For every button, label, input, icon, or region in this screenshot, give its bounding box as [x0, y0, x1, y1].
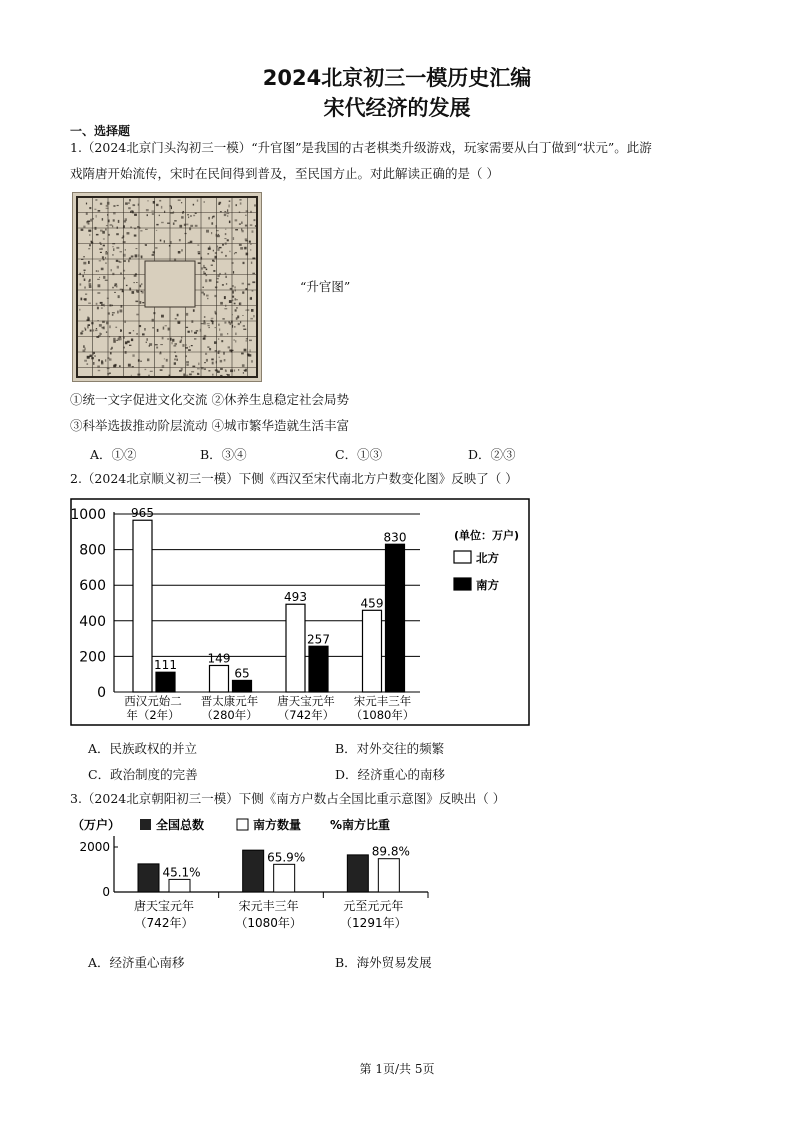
- section-heading: 一、选择题: [70, 124, 131, 138]
- chart1-ytick-label: 0: [97, 685, 106, 701]
- q2-option-a[interactable]: A．民族政权的并立: [88, 741, 198, 756]
- chart2-percent-label: 89.8%: [371, 844, 410, 859]
- chart2-ytick-label: 2000: [79, 840, 110, 854]
- chart2-category-label: 宋元丰三年: [238, 899, 299, 913]
- chart1-legend-label: 北方: [476, 551, 499, 565]
- chart2-bar: [347, 855, 368, 892]
- doc-subtitle: 宋代经济的发展: [323, 96, 471, 120]
- q2-option-d[interactable]: D．经济重心的南移: [335, 767, 446, 782]
- chart2-category-label: 唐天宝元年: [133, 899, 195, 913]
- chart1-bar: [363, 610, 382, 692]
- chart1-category-label: 晋太康元年: [200, 694, 259, 708]
- chart1-category-label: （280年）: [201, 708, 258, 722]
- q1-option-d[interactable]: D．②③: [468, 447, 516, 462]
- chart2-bar: [243, 850, 264, 892]
- chart2-bar: [274, 864, 295, 892]
- chart1-data-label: 965: [131, 506, 154, 521]
- chart1-bar: [233, 680, 252, 692]
- chart1-bar: [210, 665, 229, 692]
- chart1-data-label: 149: [207, 651, 231, 666]
- south-share-chart: [70, 814, 430, 936]
- page-footer: 第 1页/共 5页: [359, 1062, 435, 1076]
- chart1-ytick-label: 1000: [70, 507, 106, 523]
- q1-stem: [70, 135, 730, 187]
- chart1-bar: [156, 672, 175, 692]
- image-caption: “升官图”: [300, 279, 351, 294]
- chart1-data-label: 257: [307, 632, 330, 647]
- chart1-bar: [133, 520, 152, 692]
- chart1-unit-label: (单位：万户): [454, 529, 520, 542]
- chart2-unit-label: （万户）: [72, 818, 121, 832]
- chart1-category-label: （742年）: [277, 708, 335, 722]
- shengguantu-image: [72, 192, 262, 382]
- chart1-bar: [286, 604, 305, 692]
- chart1-ytick-label: 600: [79, 578, 106, 595]
- chart1-legend-swatch: [454, 578, 471, 590]
- chart2-percent-legend: %南方比重: [330, 818, 391, 832]
- q1-line1: 1.（2024北京门头沟初三一模）“升官图”是我国的古老棋类升级游戏，玩家需要从白丁做到“状元”。此游: [70, 140, 652, 155]
- q2-option-c[interactable]: C．政治制度的完善: [88, 767, 198, 782]
- chart1-data-label: 459: [360, 596, 384, 611]
- chart1-ytick-label: 800: [79, 542, 106, 559]
- chart2-legend-label: 全国总数: [156, 818, 205, 832]
- board-illustration: [73, 193, 261, 381]
- q3-stem: 3.（2024北京朝阳初三一模）下侧《南方户数占全国比重示意图》反映出（ ）: [70, 791, 506, 806]
- q2-stem: 2.（2024北京顺义初三一模）下侧《西汉至宋代南北方户数变化图》反映了（ ）: [70, 471, 518, 486]
- q3-option-a[interactable]: A．经济重心南移: [88, 955, 185, 970]
- chart1-category-label: 唐天宝元年: [277, 694, 335, 708]
- chart2-ytick-label: 0: [102, 885, 110, 899]
- chart1-legend-label: 南方: [476, 578, 499, 592]
- q1-option-a[interactable]: A．①②: [90, 447, 137, 462]
- household-change-chart: [70, 498, 530, 728]
- chart2-bar: [138, 864, 159, 892]
- chart2-legend-swatch: [237, 819, 248, 830]
- q1-statement-2: ③科举选拔推动阶层流动 ④城市繁华造就生活丰富: [70, 418, 349, 433]
- chart1-data-label: 830: [383, 530, 407, 545]
- chart1-data-label: 65: [234, 666, 250, 681]
- doc-title: 2024北京初三一模历史汇编: [262, 66, 532, 90]
- chart2-bar: [169, 879, 190, 892]
- chart1-legend-swatch: [454, 551, 471, 563]
- chart2-category-label: （742年）: [134, 916, 194, 930]
- chart1-ytick-label: 200: [79, 649, 106, 666]
- chart1-bar: [386, 544, 405, 692]
- chart2-percent-label: 65.9%: [267, 850, 306, 865]
- chart1-category-label: 西汉元始二: [124, 694, 182, 708]
- chart1-bar: [309, 646, 328, 692]
- q1-statement-1: ①统一文字促进文化交流 ②休养生息稳定社会局势: [70, 392, 349, 407]
- q1-line2: 戏隋唐开始流传，宋时在民间得到普及，至民国方止。对此解读正确的是（ ）: [70, 166, 499, 181]
- chart1-category-label: 宋元丰三年: [353, 694, 412, 708]
- chart2-category-label: （1080年）: [235, 916, 302, 930]
- chart1-category-label: （1080年）: [350, 708, 415, 722]
- chart2-legend-swatch: [140, 819, 151, 830]
- chart2-percent-label: 45.1%: [162, 865, 201, 880]
- q1-option-b[interactable]: B．③④: [200, 447, 247, 462]
- q2-option-b[interactable]: B．对外交往的频繁: [335, 741, 445, 756]
- q3-option-b[interactable]: B．海外贸易发展: [335, 955, 432, 970]
- chart1-category-label: 年（2年）: [126, 708, 180, 722]
- q1-option-c[interactable]: C．①③: [335, 447, 383, 462]
- chart1-data-label: 111: [154, 658, 177, 673]
- chart1-ytick-label: 400: [79, 613, 106, 630]
- chart2-category-label: 元至元元年: [343, 899, 404, 913]
- chart2-bar: [378, 859, 399, 892]
- chart2-legend-label: 南方数量: [253, 818, 302, 832]
- chart2-category-label: （1291年）: [340, 916, 407, 930]
- chart1-data-label: 493: [284, 590, 307, 605]
